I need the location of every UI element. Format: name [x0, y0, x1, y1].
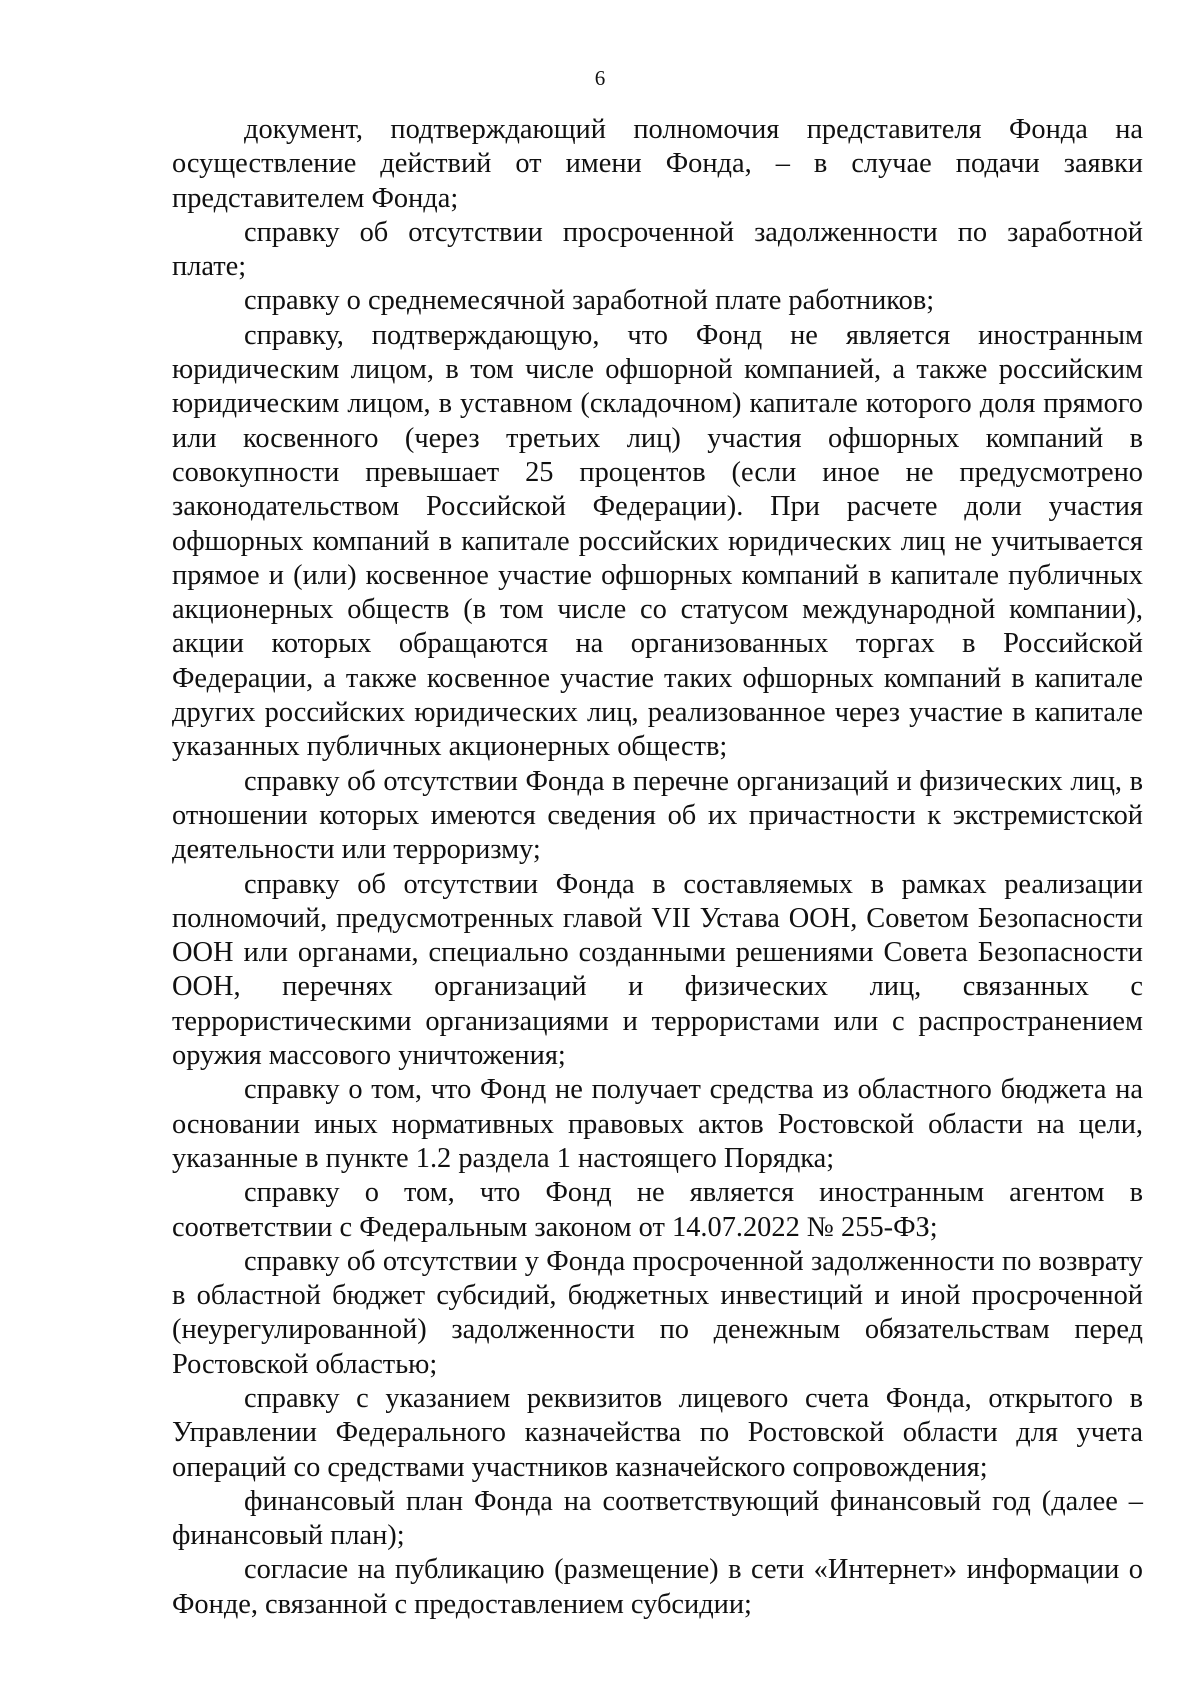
paragraph-un-list-certificate: справку об отсутствии Фонда в составляемых в рамках реализации полномочий, предусмотренных главой VII Устава ООН, Советом Безопасности ООН или органами, специально созданными решениями Совета Безопасности ООН, перечнях организаций и физических лиц, связанных с террористическими организациями и террористами или с распространением оружия массового уничтожения; [172, 868, 1143, 1072]
document-body [172, 113, 1143, 1622]
paragraph-budget-funds-certificate: справку о том, что Фонд не получает средства из областного бюджета на основании иных нормативных правовых актов Ростовской области на цели, указанные в пункте 1.2 раздела 1 настоящего Порядка; [172, 1074, 1143, 1174]
paragraph-budget-debt-certificate: справку об отсутствии у Фонда просроченной задолженности по возврату в областной бюджет субсидий, бюджетных инвестиций и иной просроченной (неурегулированной) задолженности по денежным обязательствам перед Ростовской областью; [172, 1245, 1143, 1380]
paragraph-publication-consent: согласие на публикацию (размещение) в сети «Интернет» информации о Фонде, связанной с предоставлением субсидии; [172, 1554, 1143, 1620]
paragraph-foreign-agent-certificate: справку о том, что Фонд не является иностранным агентом в соответствии с Федеральным законом от 14.07.2022 № 255-ФЗ; [172, 1177, 1143, 1243]
paragraph-treasury-account-certificate: справку с указанием реквизитов лицевого счета Фонда, открытого в Управлении Федерального казначейства по Ростовской области для учета операций со средствами участников казначейского сопровождения; [172, 1382, 1143, 1483]
paragraph-financial-plan: финансовый план Фонда на соответствующий финансовый год (далее – финансовый план); [172, 1485, 1143, 1552]
paragraph-extremism-list-certificate: справку об отсутствии Фонда в перечне организаций и физических лиц, в отношении которых имеются сведения об их причастности к экстремистской деятельности или терроризму; [172, 765, 1143, 866]
paragraph-salary-debt-certificate: справку об отсутствии просроченной задолженности по заработной плате; [172, 216, 1143, 283]
paragraph-offshore-certificate: справку, подтверждающую, что Фонд не является иностранным юридическим лицом, в том числе офшорной компанией, а также российским юридическим лицом, в уставном (складочном) капитале которого доля прямого или косвенного (через третьих лиц) участия офшорных компаний в совокупности превышает 25 процентов (если иное не предусмотрено законодательством Российской Федерации). При расчете доли участия офшорных компаний в капитале российских юридических лиц не учитывается прямое и (или) косвенное участие офшорных компаний в капитале публичных акционерных обществ (в том числе со статусом международной компании), акции которых обращаются на организованных торгах в Российской Федерации, а также косвенное участие таких офшорных компаний в капитале других российских юридических лиц, реализованное через участие в капитале указанных публичных акционерных обществ; [172, 319, 1143, 763]
paragraph-average-salary-certificate: справку о среднемесячной заработной плате работников; [244, 285, 935, 317]
page-number: 6 [594, 66, 606, 90]
paragraph-representative-document: документ, подтверждающий полномочия представителя Фонда на осуществление действий от имени Фонда, – в случае подачи заявки представителем Фонда; [172, 114, 1143, 214]
